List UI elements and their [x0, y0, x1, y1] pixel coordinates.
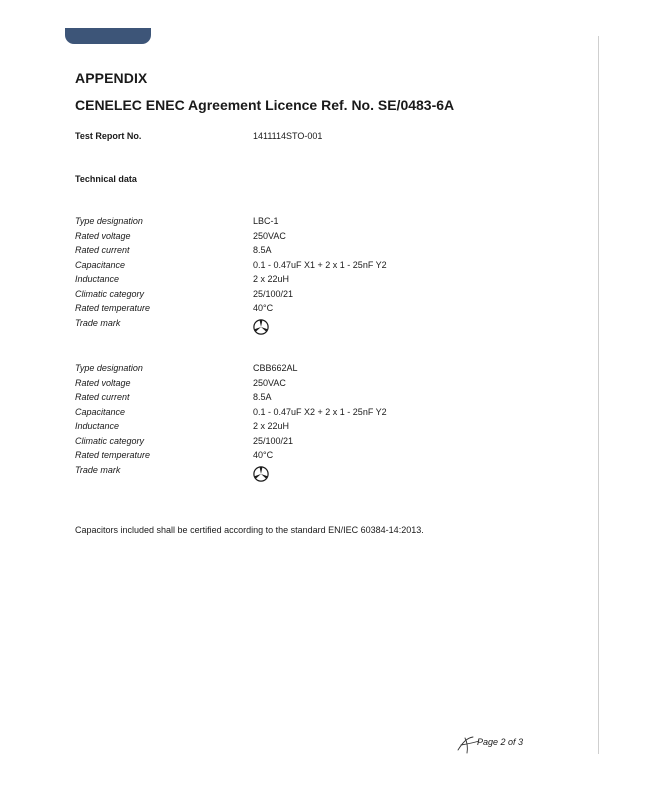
climatic-category-label: Climatic category: [75, 289, 145, 299]
type-designation-value: LBC-1: [253, 216, 279, 226]
type-designation-value: CBB662AL: [253, 363, 298, 373]
rated-voltage-label: Rated voltage: [75, 231, 131, 241]
rated-current-value: 8.5A: [253, 245, 272, 255]
page-edge-rule: [598, 36, 599, 754]
three-blade-propeller-icon: [253, 319, 269, 335]
trade-mark-label: Trade mark: [75, 465, 121, 475]
climatic-category-value: 25/100/21: [253, 289, 294, 299]
licence-title: CENELEC ENEC Agreement Licence Ref. No. SE/0483-6A: [75, 97, 455, 113]
rated-temperature-value: 40°C: [253, 450, 274, 460]
climatic-category-value: 25/100/21: [253, 436, 294, 446]
test-report-value: 1411114STO-001: [253, 131, 323, 141]
rated-temperature-value: 40°C: [253, 303, 274, 313]
certification-note: Capacitors included shall be certified according to the standard EN/IEC 60384-14:2013.: [75, 525, 424, 535]
type-designation-label: Type designation: [75, 216, 143, 226]
three-blade-propeller-icon: [253, 466, 269, 482]
rated-current-value: 8.5A: [253, 392, 272, 402]
type-designation-label: Type designation: [75, 363, 143, 373]
capacitance-value: 0.1 - 0.47uF X2 + 2 x 1 - 25nF Y2: [253, 407, 387, 417]
page-footer: [455, 732, 535, 756]
inductance-value: 2 x 22uH: [253, 274, 290, 284]
rated-voltage-value: 250VAC: [253, 231, 286, 241]
rated-voltage-label: Rated voltage: [75, 378, 131, 388]
capacitance-label: Capacitance: [75, 260, 126, 270]
header-tab: [65, 28, 151, 44]
inductance-label: Inductance: [75, 274, 120, 284]
inductance-label: Inductance: [75, 421, 120, 431]
climatic-category-label: Climatic category: [75, 436, 145, 446]
technical-data-heading: Technical data: [75, 174, 137, 184]
appendix-title: APPENDIX: [75, 70, 148, 86]
test-report-label: Test Report No.: [75, 131, 142, 141]
page-number: Page 2 of 3: [477, 737, 524, 747]
capacitance-label: Capacitance: [75, 407, 126, 417]
rated-voltage-value: 250VAC: [253, 378, 286, 388]
inductance-value: 2 x 22uH: [253, 421, 290, 431]
trade-mark-label: Trade mark: [75, 318, 121, 328]
capacitance-value: 0.1 - 0.47uF X1 + 2 x 1 - 25nF Y2: [253, 260, 387, 270]
rated-temperature-label: Rated temperature: [75, 450, 151, 460]
rated-current-label: Rated current: [75, 392, 130, 402]
rated-temperature-label: Rated temperature: [75, 303, 151, 313]
rated-current-label: Rated current: [75, 245, 130, 255]
